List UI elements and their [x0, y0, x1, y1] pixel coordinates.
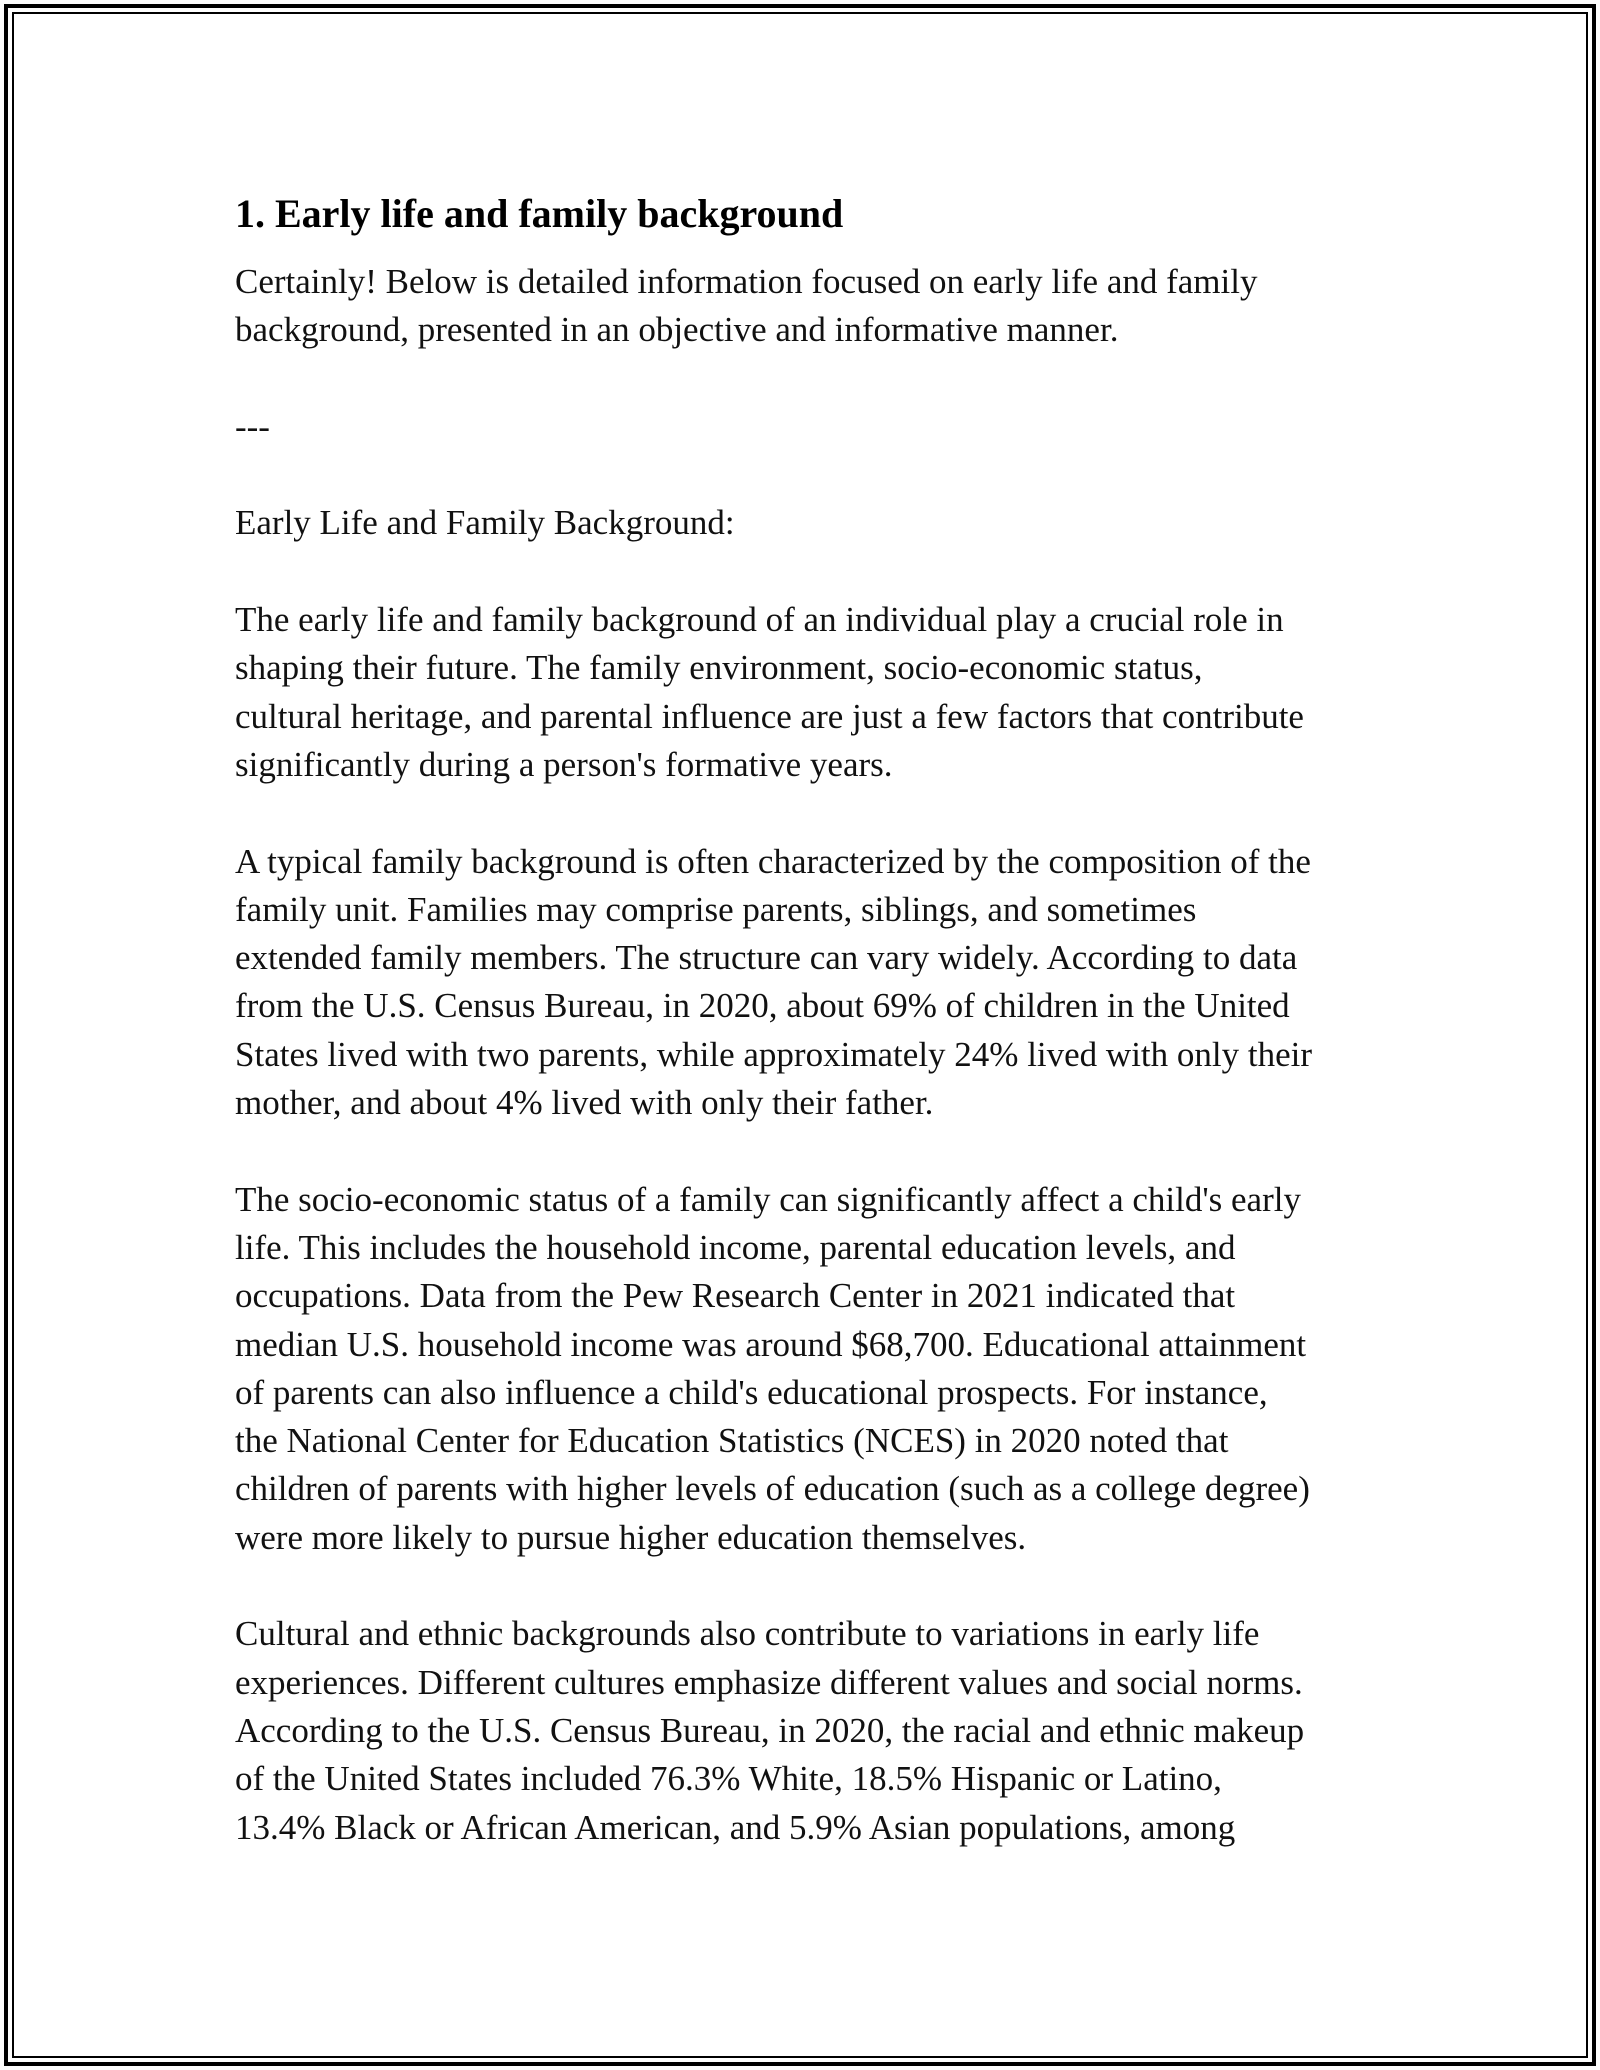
paragraph-family-role: The early life and family background of an individual play a crucial role in shaping their future. The family environment, socio-economic status, cultural heritage, and parental influence are just a few factors that contribute significantly during a person's formative years.	[235, 600, 1304, 784]
paragraph-family-composition: A typical family background is often characterized by the composition of the family unit. Families may comprise parents, siblings, and sometimes extended family members. The structure can vary widely. According to data from the U.S. Census Bureau, in 2020, about 69% of children in the United States lived with two parents, while approximately 24% lived with only their mother, and about 4% lived with only their father.	[235, 841, 1313, 1123]
section-heading: 1. Early life and family background	[235, 191, 844, 236]
paragraph-cultural-ethnic: Cultural and ethnic backgrounds also contribute to variations in early life experiences. Different cultures emphasize different values and social norms. According to the U.S. Census Bureau, in 2020, the racial and ethnic makeup of the United States included 76.3% White, 18.5% Hispanic or Latino, 13.4% Black or African American, and 5.9% Asian populations, among	[235, 1614, 1305, 1847]
paragraph-socio-economic: The socio-economic status of a family can significantly affect a child's early life. This includes the household income, parental education levels, and occupations. Data from the Pew Research Center in 2021 indicated that median U.S. household income was around $68,700. Educational attainment of parents can also influence a child's educational prospects. For instance, the National Center for Education Statistics (NCES) in 2020 noted that children of parents with higher levels of education (such as a college degree) were more likely to pursue higher education themselves.	[235, 1179, 1310, 1557]
document-body	[235, 188, 1385, 1852]
subheading-text: Early Life and Family Background:	[235, 503, 735, 543]
intro-paragraph: Certainly! Below is detailed information focused on early life and family background, presented in an objective and informative manner.	[235, 262, 1258, 350]
separator-text: ---	[235, 406, 270, 446]
